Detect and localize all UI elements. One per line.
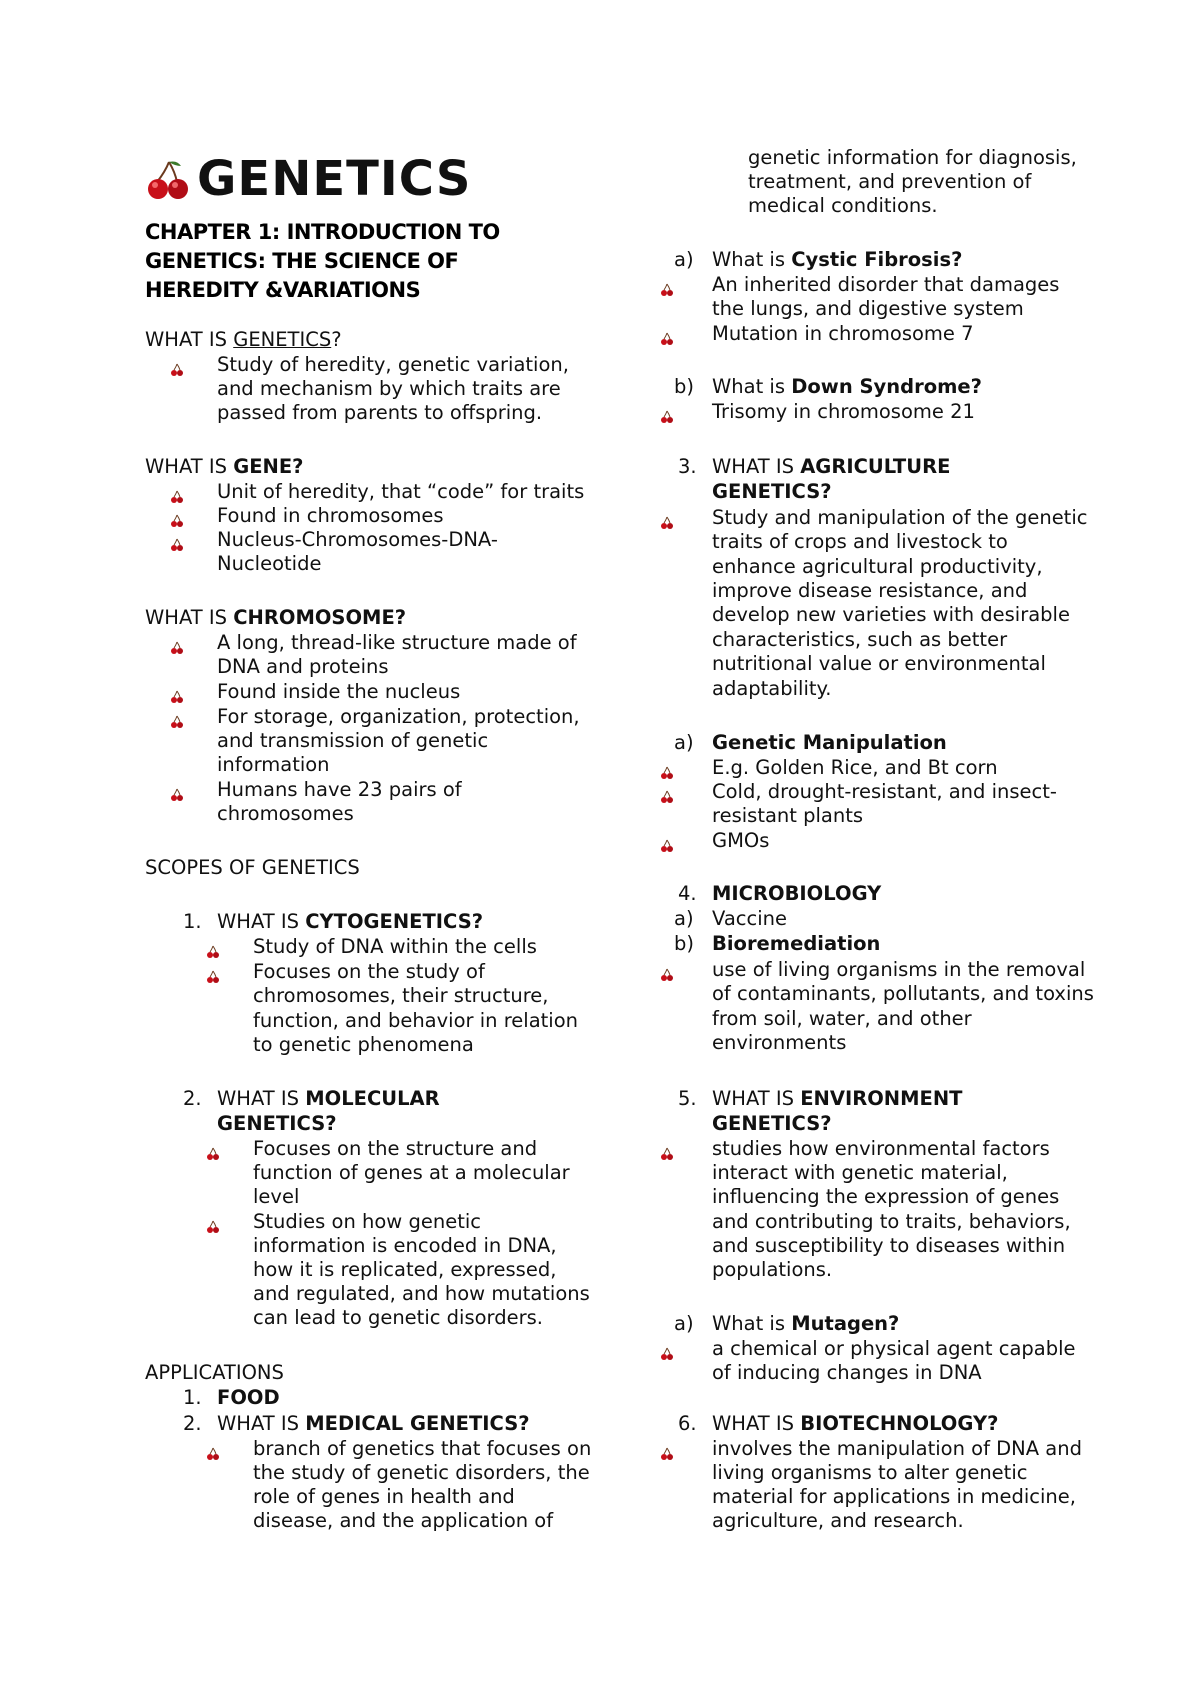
bullet-text: adaptability. bbox=[712, 677, 832, 700]
heading-agriculture-genetics: WHAT IS AGRICULTURE bbox=[712, 455, 951, 478]
bullet-text: of inducing changes in DNA bbox=[712, 1361, 982, 1384]
bullet-text: A long, thread-like structure made of bbox=[217, 631, 577, 654]
list-number: 2. bbox=[183, 1412, 202, 1435]
heading-mutagen: What is Mutagen? bbox=[712, 1312, 900, 1335]
cherry-bullet-icon bbox=[170, 490, 184, 504]
heading-genetics: WHAT IS GENETICS? bbox=[145, 328, 342, 351]
bullet-text: how it is replicated, expressed, bbox=[253, 1258, 557, 1281]
cherry-bullet-icon bbox=[660, 1147, 674, 1161]
bullet-text: influencing the expression of genes bbox=[712, 1185, 1060, 1208]
bullet-text: the lungs, and digestive system bbox=[712, 297, 1024, 320]
bullet-text: to genetic phenomena bbox=[253, 1033, 474, 1056]
list-label: b) bbox=[674, 932, 694, 955]
heading-environment-genetics-cont: GENETICS? bbox=[712, 1112, 832, 1135]
bullet-text: function of genes at a molecular bbox=[253, 1161, 570, 1184]
heading-molecular-genetics: WHAT IS MOLECULAR bbox=[217, 1087, 440, 1110]
bullet-text: For storage, organization, protection, bbox=[217, 705, 580, 728]
cherry-logo-icon bbox=[147, 158, 191, 202]
bullet-text: Study and manipulation of the genetic bbox=[712, 506, 1088, 529]
bullet-text: agriculture, and research. bbox=[712, 1509, 964, 1532]
heading-molecular-genetics-cont: GENETICS? bbox=[217, 1112, 337, 1135]
cherry-bullet-icon bbox=[170, 363, 184, 377]
bullet-text: passed from parents to offspring. bbox=[217, 401, 543, 424]
heading-medical-genetics: WHAT IS MEDICAL GENETICS? bbox=[217, 1412, 530, 1435]
cherry-bullet-icon bbox=[660, 968, 674, 982]
bullet-text: living organisms to alter genetic bbox=[712, 1461, 1028, 1484]
chapter-title-line: GENETICS: THE SCIENCE OF bbox=[145, 249, 459, 273]
list-number: 1. bbox=[183, 1386, 202, 1409]
cherry-bullet-icon bbox=[170, 788, 184, 802]
bullet-text: and contributing to traits, behaviors, bbox=[712, 1210, 1071, 1233]
cherry-bullet-icon bbox=[660, 410, 674, 424]
bullet-text: Nucleus-Chromosomes-DNA- bbox=[217, 528, 498, 551]
bullet-text: interact with genetic material, bbox=[712, 1161, 1008, 1184]
bullet-text: E.g. Golden Rice, and Bt corn bbox=[712, 756, 998, 779]
bullet-text: environments bbox=[712, 1031, 847, 1054]
bullet-text: Focuses on the study of bbox=[253, 960, 485, 983]
heading-bioremediation: Bioremediation bbox=[712, 932, 881, 955]
bullet-text: level bbox=[253, 1185, 300, 1208]
list-number: 5. bbox=[678, 1087, 697, 1110]
bullet-text: Found in chromosomes bbox=[217, 504, 444, 527]
bullet-text: role of genes in health and bbox=[253, 1485, 515, 1508]
bullet-text: Unit of heredity, that “code” for traits bbox=[217, 480, 585, 503]
cherry-bullet-icon bbox=[170, 715, 184, 729]
cherry-bullet-icon bbox=[206, 1447, 220, 1461]
bullet-text: material for applications in medicine, bbox=[712, 1485, 1076, 1508]
cherry-bullet-icon bbox=[660, 516, 674, 530]
cherry-bullet-icon bbox=[206, 970, 220, 984]
heading-microbiology: MICROBIOLOGY bbox=[712, 882, 882, 905]
list-number: 4. bbox=[678, 882, 697, 905]
heading-genetic-manipulation: Genetic Manipulation bbox=[712, 731, 947, 754]
bullet-text: can lead to genetic disorders. bbox=[253, 1306, 543, 1329]
bullet-text: Studies on how genetic bbox=[253, 1210, 481, 1233]
bullet-text: and mechanism by which traits are bbox=[217, 377, 561, 400]
chapter-title-line: HEREDITY &VARIATIONS bbox=[145, 278, 421, 302]
bullet-text: a chemical or physical agent capable bbox=[712, 1337, 1076, 1360]
chapter-title-line: CHAPTER 1: INTRODUCTION TO bbox=[145, 220, 500, 244]
cherry-bullet-icon bbox=[660, 1347, 674, 1361]
bullet-text: Study of DNA within the cells bbox=[253, 935, 537, 958]
heading-environment-genetics: WHAT IS ENVIRONMENT bbox=[712, 1087, 963, 1110]
bullet-text: nutritional value or environmental bbox=[712, 652, 1046, 675]
list-number: 2. bbox=[183, 1087, 202, 1110]
subitem-vaccine: Vaccine bbox=[712, 907, 787, 930]
bullet-text: Found inside the nucleus bbox=[217, 680, 461, 703]
list-label: a) bbox=[674, 248, 694, 271]
bullet-text: the study of genetic disorders, the bbox=[253, 1461, 590, 1484]
bullet-text: disease, and the application of bbox=[253, 1509, 554, 1532]
bullet-text: and transmission of genetic bbox=[217, 729, 489, 752]
heading-cytogenetics: WHAT IS CYTOGENETICS? bbox=[217, 910, 484, 933]
bullet-text: develop new varieties with desirable bbox=[712, 603, 1070, 626]
bullet-text: and regulated, and how mutations bbox=[253, 1282, 590, 1305]
continued-text: genetic information for diagnosis, bbox=[748, 146, 1077, 169]
bullet-text: information is encoded in DNA, bbox=[253, 1234, 557, 1257]
cherry-bullet-icon bbox=[206, 1147, 220, 1161]
cherry-bullet-icon bbox=[170, 538, 184, 552]
bullet-text: enhance agricultural productivity, bbox=[712, 555, 1043, 578]
bullet-text: DNA and proteins bbox=[217, 655, 389, 678]
cherry-bullet-icon bbox=[660, 790, 674, 804]
cherry-bullet-icon bbox=[170, 641, 184, 655]
bullet-text: traits of crops and livestock to bbox=[712, 530, 1008, 553]
cherry-bullet-icon bbox=[660, 839, 674, 853]
bullet-text: Cold, drought-resistant, and insect- bbox=[712, 780, 1057, 803]
bullet-text: chromosomes bbox=[217, 802, 354, 825]
heading-chromosome: WHAT IS CHROMOSOME? bbox=[145, 606, 407, 629]
heading-agriculture-genetics-cont: GENETICS? bbox=[712, 480, 832, 503]
section-heading-scopes: SCOPES OF GENETICS bbox=[145, 856, 360, 879]
cherry-bullet-icon bbox=[660, 766, 674, 780]
bullet-text: characteristics, such as better bbox=[712, 628, 1008, 651]
cherry-bullet-icon bbox=[660, 332, 674, 346]
bullet-text: populations. bbox=[712, 1258, 833, 1281]
list-number: 1. bbox=[183, 910, 202, 933]
cherry-bullet-icon bbox=[660, 283, 674, 297]
cherry-bullet-icon bbox=[660, 1447, 674, 1461]
list-label: a) bbox=[674, 731, 694, 754]
heading-gene: WHAT IS GENE? bbox=[145, 455, 304, 478]
bullet-text: GMOs bbox=[712, 829, 770, 852]
bullet-text: information bbox=[217, 753, 330, 776]
bullet-text: function, and behavior in relation bbox=[253, 1009, 579, 1032]
cherry-bullet-icon bbox=[206, 945, 220, 959]
cherry-bullet-icon bbox=[170, 514, 184, 528]
cherry-bullet-icon bbox=[170, 690, 184, 704]
document-title: GENETICS bbox=[197, 151, 472, 207]
continued-text: treatment, and prevention of bbox=[748, 170, 1032, 193]
heading-food: FOOD bbox=[217, 1386, 280, 1409]
bullet-text: branch of genetics that focuses on bbox=[253, 1437, 592, 1460]
bullet-text: Trisomy in chromosome 21 bbox=[712, 400, 975, 423]
bullet-text: chromosomes, their structure, bbox=[253, 984, 549, 1007]
list-number: 6. bbox=[678, 1412, 697, 1435]
section-heading-applications: APPLICATIONS bbox=[145, 1361, 284, 1384]
heading-cystic-fibrosis: What is Cystic Fibrosis? bbox=[712, 248, 963, 271]
list-label: a) bbox=[674, 907, 694, 930]
list-number: 3. bbox=[678, 455, 697, 478]
bullet-text: Nucleotide bbox=[217, 552, 322, 575]
heading-down-syndrome: What is Down Syndrome? bbox=[712, 375, 982, 398]
list-label: a) bbox=[674, 1312, 694, 1335]
bullet-text: Focuses on the structure and bbox=[253, 1137, 538, 1160]
bullet-text: Study of heredity, genetic variation, bbox=[217, 353, 569, 376]
bullet-text: involves the manipulation of DNA and bbox=[712, 1437, 1082, 1460]
bullet-text: Humans have 23 pairs of bbox=[217, 778, 462, 801]
continued-text: medical conditions. bbox=[748, 194, 938, 217]
bullet-text: from soil, water, and other bbox=[712, 1007, 972, 1030]
bullet-text: of contaminants, pollutants, and toxins bbox=[712, 982, 1094, 1005]
bullet-text: An inherited disorder that damages bbox=[712, 273, 1060, 296]
bullet-text: resistant plants bbox=[712, 804, 864, 827]
bullet-text: studies how environmental factors bbox=[712, 1137, 1050, 1160]
cherry-bullet-icon bbox=[206, 1220, 220, 1234]
bullet-text: and susceptibility to diseases within bbox=[712, 1234, 1066, 1257]
bullet-text: Mutation in chromosome 7 bbox=[712, 322, 974, 345]
bullet-text: use of living organisms in the removal bbox=[712, 958, 1086, 981]
list-label: b) bbox=[674, 375, 694, 398]
bullet-text: improve disease resistance, and bbox=[712, 579, 1028, 602]
heading-biotechnology: WHAT IS BIOTECHNOLOGY? bbox=[712, 1412, 999, 1435]
